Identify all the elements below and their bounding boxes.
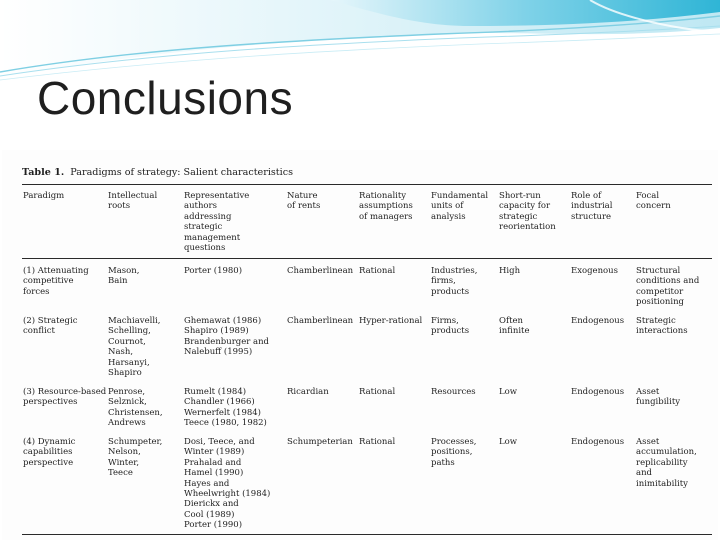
row3-paradigm: (3) Resource-based perspectives <box>23 387 107 408</box>
table-top-rule <box>22 184 712 185</box>
row2-industrial-role: Endogenous <box>571 316 625 326</box>
row3-industrial-role: Endogenous <box>571 387 625 397</box>
header-units-of-analysis: Fundamental units of analysis <box>431 191 489 222</box>
header-rationality-assumptions: Rationality assumptions of managers <box>359 191 413 222</box>
header-role-of-industrial-structure: Role of industrial structure <box>571 191 613 222</box>
row4-capacity: Low <box>499 437 518 447</box>
header-nature-of-rents: Nature of rents <box>287 191 321 212</box>
header-representative-authors: Representative authors addressing strategic management questions <box>184 191 250 254</box>
row2-units: Firms, products <box>431 316 470 337</box>
table-caption-text: Paradigms of strategy: Salient characteristics <box>70 167 294 178</box>
row2-rationality: Hyper-rational <box>359 316 423 326</box>
row2-authors: Ghemawat (1986) Shapiro (1989) Brandenburger and Nalebuff (1995) <box>184 316 269 358</box>
header-short-run-capacity: Short-run capacity for strategic reorientation <box>499 191 556 233</box>
row4-paradigm: (4) Dynamic capabilities perspective <box>23 437 76 468</box>
header-intellectual-roots: Intellectual roots <box>108 191 158 212</box>
table-caption <box>22 167 293 178</box>
row1-focal-concern: Structural conditions and competitor positioning <box>636 266 700 308</box>
header-focal-concern: Focal concern <box>636 191 671 212</box>
row4-rationality: Rational <box>359 437 396 447</box>
row4-focal-concern: Asset accumulation, replicability and inimitability <box>636 437 697 489</box>
row3-rents: Ricardian <box>287 387 329 397</box>
table-bottom-rule <box>22 534 712 535</box>
table-header-rule <box>22 258 712 259</box>
row1-units: Industries, firms, products <box>431 266 478 297</box>
slide-title: Conclusions <box>37 72 294 124</box>
row1-paradigm: (1) Attenuating competitive forces <box>23 266 89 297</box>
row2-capacity: Often infinite <box>499 316 530 337</box>
row1-capacity: High <box>499 266 521 276</box>
row1-roots: Mason, Bain <box>108 266 140 287</box>
table-caption-label: Table 1. <box>22 167 65 178</box>
row4-units: Processes, positions, paths <box>431 437 477 468</box>
header-paradigm: Paradigm <box>23 191 65 201</box>
row3-focal-concern: Asset fungibility <box>636 387 681 408</box>
row1-rents: Chamberlinean <box>287 266 354 276</box>
row1-industrial-role: Exogenous <box>571 266 619 276</box>
row2-rents: Chamberlinean <box>287 316 354 326</box>
row3-rationality: Rational <box>359 387 396 397</box>
row4-roots: Schumpeter, Nelson, Winter, Teece <box>108 437 163 479</box>
row2-focal-concern: Strategic interactions <box>636 316 688 337</box>
row3-roots: Penrose, Selznick, Christensen, Andrews <box>108 387 163 429</box>
row1-rationality: Rational <box>359 266 396 276</box>
row1-authors: Porter (1980) <box>184 266 243 276</box>
row4-industrial-role: Endogenous <box>571 437 625 447</box>
row3-units: Resources <box>431 387 476 397</box>
row4-rents: Schumpeterian <box>287 437 353 447</box>
row4-authors: Dosi, Teece, and Winter (1989) Prahalad and Hamel (1990) Hayes and Wheelwright (1984) Dierickx and Cool (1989) Porter (1990) <box>184 437 271 531</box>
row3-authors: Rumelt (1984) Chandler (1966) Wernerfelt (1984) Teece (1980, 1982) <box>184 387 267 429</box>
row2-roots: Machiavelli, Schelling, Cournot, Nash, Harsanyi, Shapiro <box>108 316 161 379</box>
row3-capacity: Low <box>499 387 518 397</box>
row2-paradigm: (2) Strategic conflict <box>23 316 78 337</box>
